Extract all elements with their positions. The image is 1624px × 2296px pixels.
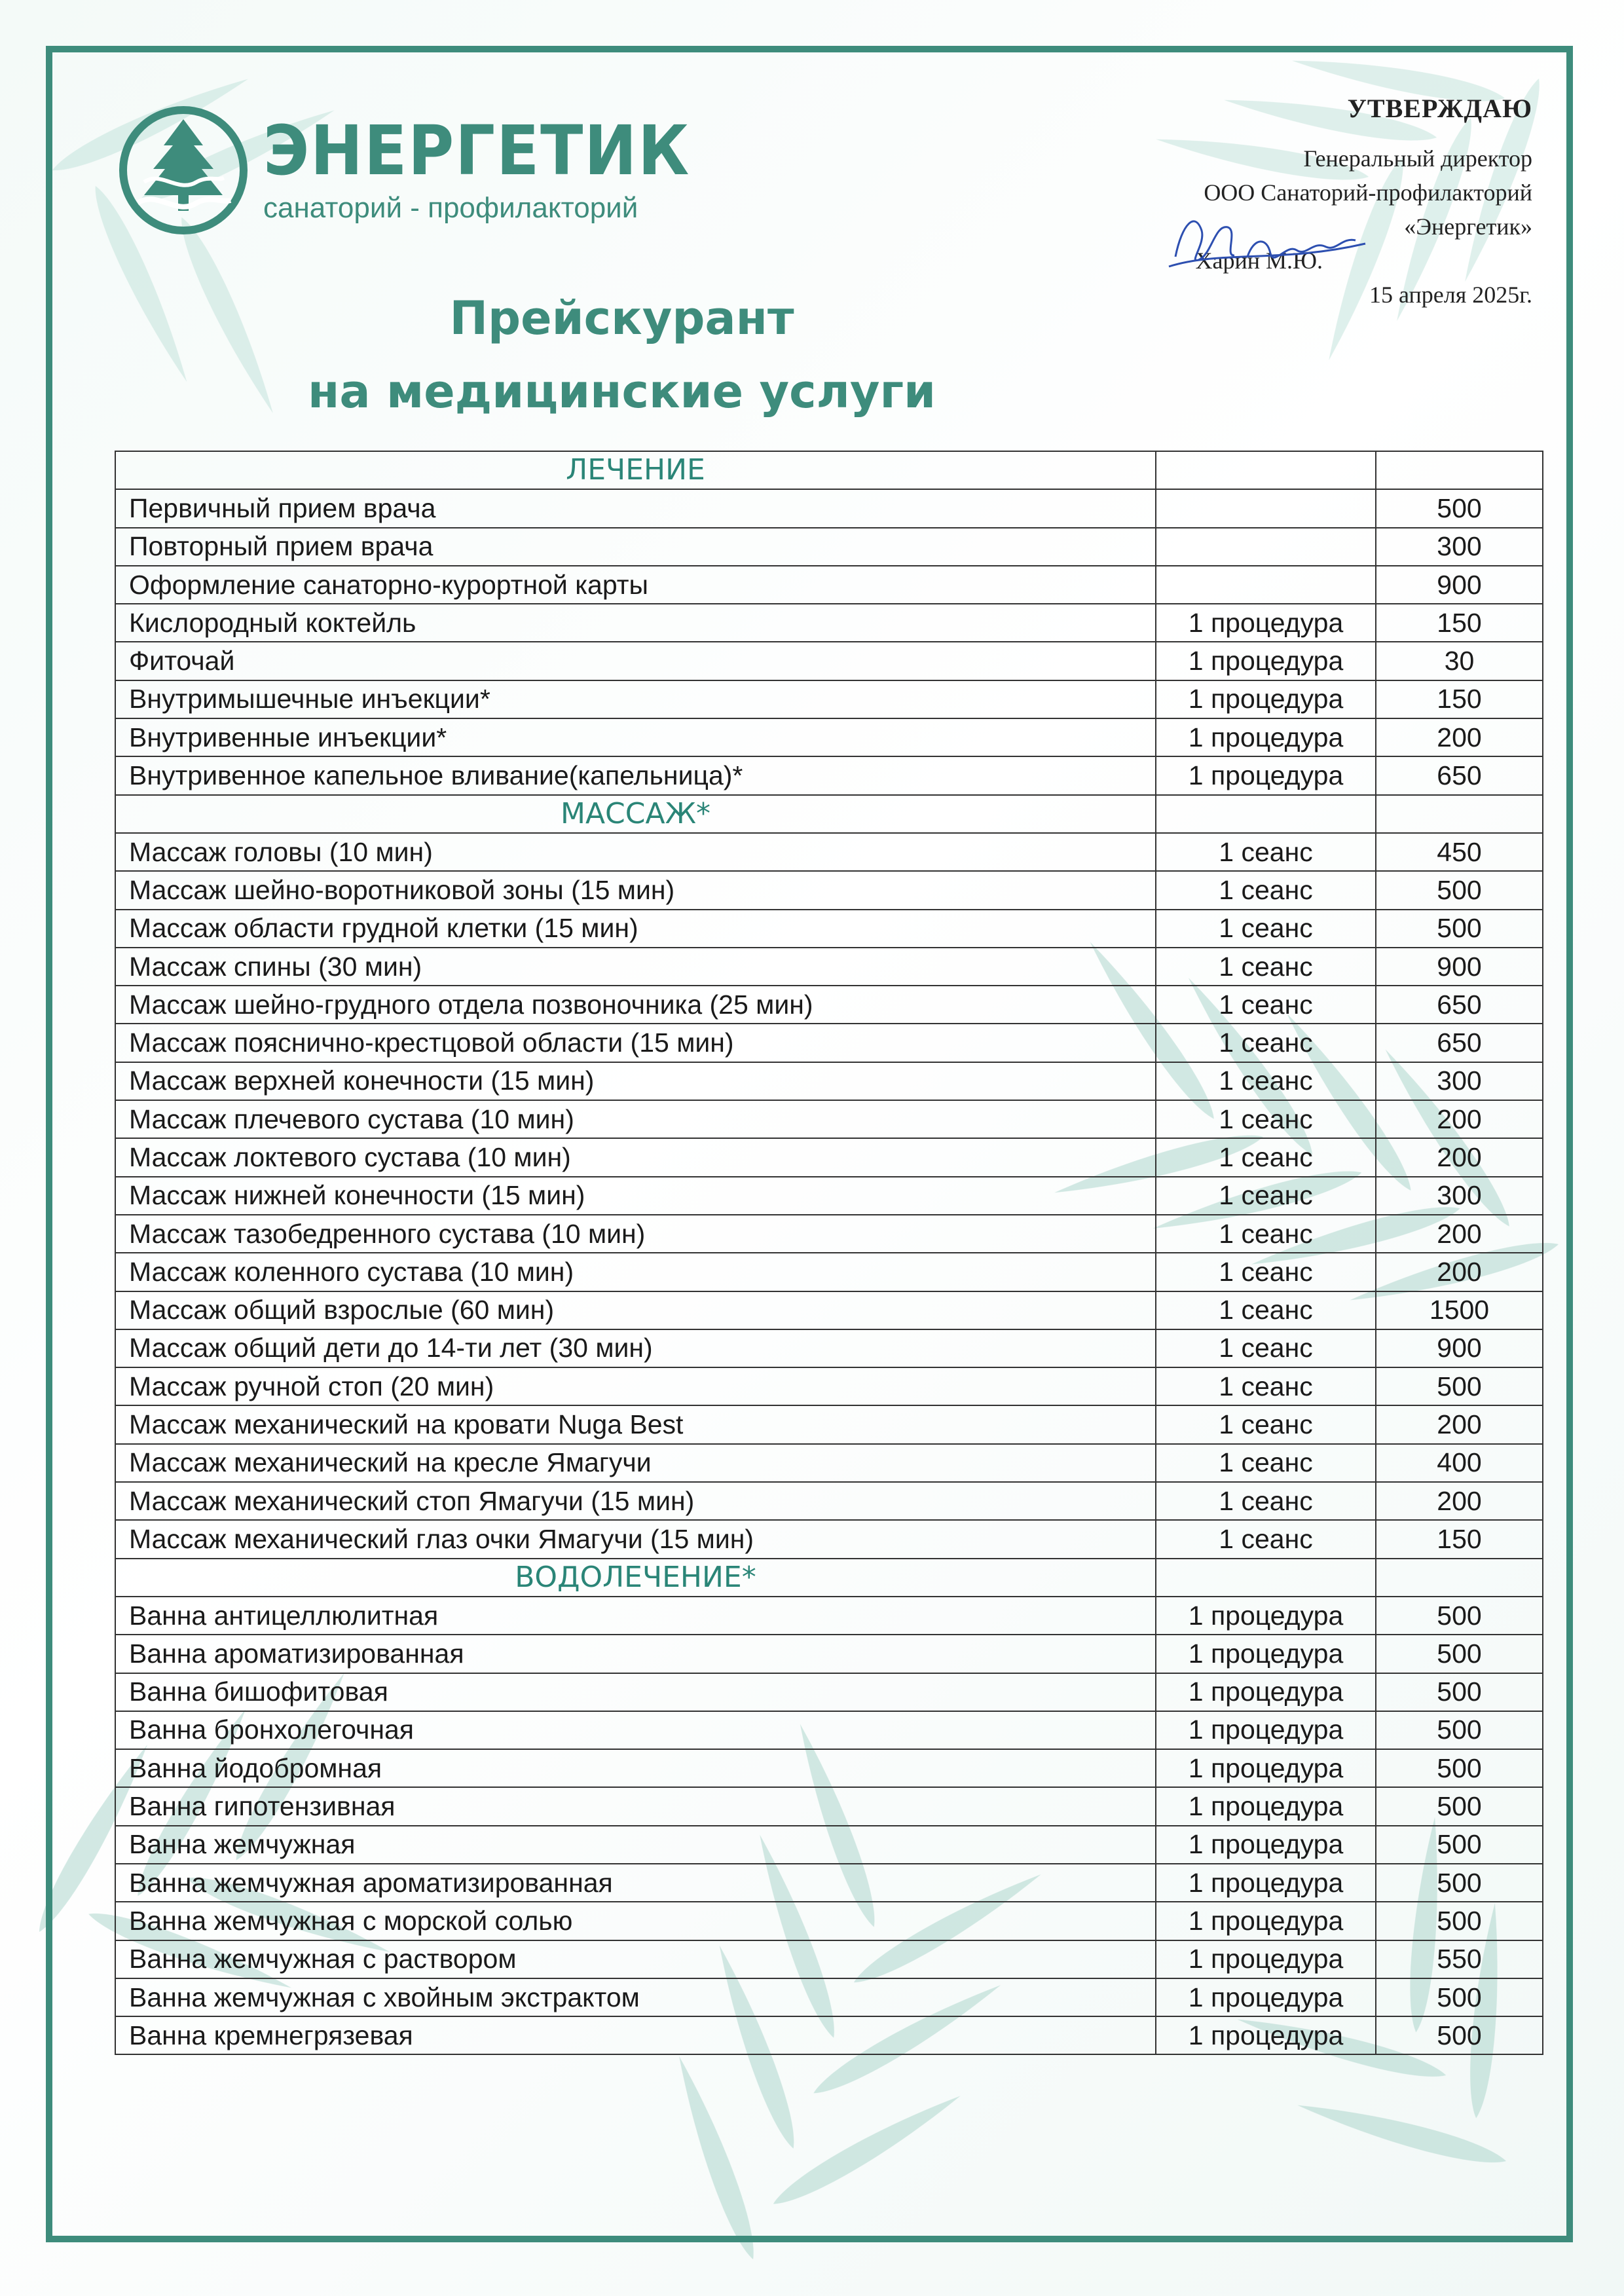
service-name: Массаж области грудной клетки (15 мин) [115,910,1156,948]
signature-line [1074,244,1532,278]
service-unit: 1 процедура [1156,1940,1376,1978]
service-unit: 1 процедура [1156,1597,1376,1635]
service-price: 200 [1376,718,1543,756]
service-price: 500 [1376,1749,1543,1787]
table-row [115,1520,1543,1558]
service-price: 200 [1376,1138,1543,1176]
service-price: 500 [1376,1367,1543,1405]
section-title: ВОДОЛЕЧЕНИЕ* [115,1559,1156,1597]
empty-cell [1376,451,1543,489]
table-row [115,910,1543,948]
table-row [115,680,1543,718]
service-name: Ванна бишофитовая [115,1673,1156,1711]
service-unit: 1 процедура [1156,680,1376,718]
table-row [115,833,1543,871]
service-unit: 1 процедура [1156,1978,1376,2016]
service-name: Ванна жемчужная с раствором [115,1940,1156,1978]
section-title: МАССАЖ* [115,795,1156,833]
service-unit: 1 сеанс [1156,1405,1376,1443]
table-row [115,1215,1543,1253]
section-header-row [115,795,1543,833]
service-name: Внутривенное капельное вливание(капельница)* [115,756,1156,794]
service-name: Массаж ручной стоп (20 мин) [115,1367,1156,1405]
service-unit: 1 сеанс [1156,1329,1376,1367]
service-unit: 1 сеанс [1156,1024,1376,1062]
table-row [115,1940,1543,1978]
service-unit: 1 сеанс [1156,986,1376,1024]
service-name: Массаж верхней конечности (15 мин) [115,1062,1156,1100]
service-name: Массаж общий дети до 14-ти лет (30 мин) [115,1329,1156,1367]
table-row [115,871,1543,909]
service-unit: 1 сеанс [1156,948,1376,986]
service-name: Ванна гипотензивная [115,1787,1156,1825]
service-price: 300 [1376,1177,1543,1215]
service-name: Ванна жемчужная с хвойным экстрактом [115,1978,1156,2016]
service-unit: 1 процедура [1156,1749,1376,1787]
service-price: 500 [1376,871,1543,909]
service-unit: 1 процедура [1156,2016,1376,2054]
table-row [115,986,1543,1024]
table-row [115,1177,1543,1215]
service-price: 200 [1376,1215,1543,1253]
table-row [115,489,1543,527]
service-name: Ванна йодобромная [115,1749,1156,1787]
service-unit [1156,528,1376,566]
service-unit: 1 сеанс [1156,1444,1376,1482]
title-line-1: Прейскурант [449,291,794,345]
service-unit: 1 процедура [1156,1864,1376,1902]
price-table-body [115,451,1543,2054]
table-row [115,1902,1543,1940]
service-name: Повторный прием врача [115,528,1156,566]
service-price: 300 [1376,528,1543,566]
service-name: Массаж головы (10 мин) [115,833,1156,871]
service-name: Ванна антицеллюлитная [115,1597,1156,1635]
service-unit: 1 сеанс [1156,910,1376,948]
logo [118,105,691,236]
approval-position: Генеральный директор [1303,145,1532,172]
tree-emblem-icon [118,105,249,236]
service-name: Оформление санаторно-курортной карты [115,566,1156,604]
service-name: Ванна жемчужная ароматизированная [115,1864,1156,1902]
table-row [115,1100,1543,1138]
table-row [115,1253,1543,1291]
service-unit: 1 процедура [1156,642,1376,680]
table-row [115,1635,1543,1673]
service-price: 150 [1376,680,1543,718]
service-price: 500 [1376,1635,1543,1673]
service-unit: 1 сеанс [1156,1253,1376,1291]
title-line-2: на медицинские услуги [308,365,936,418]
service-name: Массаж шейно-воротниковой зоны (15 мин) [115,871,1156,909]
table-row [115,1978,1543,2016]
service-name: Ванна ароматизированная [115,1635,1156,1673]
table-row [115,566,1543,604]
service-price: 1500 [1376,1291,1543,1329]
service-price: 500 [1376,2016,1543,2054]
service-unit [1156,566,1376,604]
approval-block [1074,92,1532,312]
table-row [115,1711,1543,1749]
service-unit: 1 сеанс [1156,1062,1376,1100]
service-unit: 1 сеанс [1156,1215,1376,1253]
service-unit: 1 сеанс [1156,1177,1376,1215]
service-name: Массаж нижней конечности (15 мин) [115,1177,1156,1215]
section-title: ЛЕЧЕНИЕ [115,451,1156,489]
service-unit: 1 процедура [1156,718,1376,756]
logo-name: ЭНЕРГЕТИК [263,111,691,191]
approval-title: УТВЕРЖДАЮ [1347,94,1532,123]
logo-subtitle: санаторий - профилакторий [263,192,638,224]
service-name: Первичный прием врача [115,489,1156,527]
service-price: 200 [1376,1100,1543,1138]
table-row [115,1787,1543,1825]
service-name: Внутримышечные инъекции* [115,680,1156,718]
service-unit: 1 процедура [1156,1711,1376,1749]
service-price: 500 [1376,1787,1543,1825]
service-price: 500 [1376,489,1543,527]
table-row [115,948,1543,986]
service-price: 150 [1376,604,1543,642]
service-price: 650 [1376,756,1543,794]
service-price: 200 [1376,1253,1543,1291]
service-name: Массаж механический глаз очки Ямагучи (15 мин) [115,1520,1156,1558]
service-price: 500 [1376,1978,1543,2016]
service-unit: 1 процедура [1156,1902,1376,1940]
service-name: Массаж пояснично-крестцовой области (15 мин) [115,1024,1156,1062]
service-name: Фиточай [115,642,1156,680]
table-row [115,1062,1543,1100]
table-row [115,604,1543,642]
service-price: 400 [1376,1444,1543,1482]
table-row [115,1405,1543,1443]
service-unit: 1 процедура [1156,1673,1376,1711]
service-price: 500 [1376,1597,1543,1635]
approval-org-name: «Энергетик» [1404,213,1532,240]
section-header-row [115,451,1543,489]
service-unit: 1 процедура [1156,1635,1376,1673]
service-price: 900 [1376,566,1543,604]
table-row [115,1444,1543,1482]
service-unit: 1 процедура [1156,1826,1376,1864]
service-unit: 1 процедура [1156,604,1376,642]
service-price: 200 [1376,1405,1543,1443]
service-name: Массаж механический стоп Ямагучи (15 мин) [115,1482,1156,1520]
section-header-row [115,1559,1543,1597]
signature-icon [1162,204,1372,276]
empty-cell [1156,451,1376,489]
approval-signatory: Харин М.Ю. [1195,248,1323,274]
table-row [115,1749,1543,1787]
table-row [115,1864,1543,1902]
service-unit: 1 сеанс [1156,833,1376,871]
service-name: Массаж спины (30 мин) [115,948,1156,986]
service-name: Массаж локтевого сустава (10 мин) [115,1138,1156,1176]
service-price: 500 [1376,1673,1543,1711]
table-row [115,1597,1543,1635]
service-price: 650 [1376,986,1543,1024]
service-unit: 1 сеанс [1156,1520,1376,1558]
service-unit: 1 процедура [1156,756,1376,794]
service-name: Массаж тазобедренного сустава (10 мин) [115,1215,1156,1253]
service-name: Ванна жемчужная с морской солью [115,1902,1156,1940]
service-name: Массаж механический на кресле Ямагучи [115,1444,1156,1482]
table-row [115,1329,1543,1367]
table-row [115,718,1543,756]
service-name: Массаж шейно-грудного отдела позвоночника (25 мин) [115,986,1156,1024]
service-name: Ванна жемчужная [115,1826,1156,1864]
table-row [115,642,1543,680]
service-price: 550 [1376,1940,1543,1978]
approval-organization: ООО Санаторий-профилакторий [1204,179,1532,206]
service-price: 500 [1376,1826,1543,1864]
empty-cell [1376,1559,1543,1597]
price-table [115,451,1543,2055]
service-name: Массаж общий взрослые (60 мин) [115,1291,1156,1329]
service-unit: 1 сеанс [1156,1367,1376,1405]
service-unit: 1 сеанс [1156,871,1376,909]
approval-date: 15 апреля 2025г. [1369,282,1532,308]
service-name: Массаж механический на кровати Nuga Best [115,1405,1156,1443]
empty-cell [1376,795,1543,833]
service-price: 200 [1376,1482,1543,1520]
service-unit: 1 сеанс [1156,1291,1376,1329]
service-name: Массаж плечевого сустава (10 мин) [115,1100,1156,1138]
service-price: 300 [1376,1062,1543,1100]
service-price: 650 [1376,1024,1543,1062]
service-unit: 1 процедура [1156,1787,1376,1825]
service-price: 450 [1376,833,1543,871]
table-row [115,1367,1543,1405]
empty-cell [1156,795,1376,833]
service-price: 500 [1376,910,1543,948]
service-name: Ванна кремнегрязевая [115,2016,1156,2054]
table-row [115,1826,1543,1864]
table-row [115,2016,1543,2054]
service-price: 900 [1376,948,1543,986]
service-unit: 1 сеанс [1156,1100,1376,1138]
service-unit [1156,489,1376,527]
empty-cell [1156,1559,1376,1597]
table-row [115,1291,1543,1329]
service-price: 500 [1376,1902,1543,1940]
service-price: 500 [1376,1864,1543,1902]
table-row [115,1024,1543,1062]
page-title [308,282,936,428]
table-row [115,528,1543,566]
service-unit: 1 сеанс [1156,1138,1376,1176]
table-row [115,1138,1543,1176]
table-row [115,756,1543,794]
service-name: Массаж коленного сустава (10 мин) [115,1253,1156,1291]
service-price: 900 [1376,1329,1543,1367]
service-name: Ванна бронхолегочная [115,1711,1156,1749]
service-price: 500 [1376,1711,1543,1749]
service-name: Внутривенные инъекции* [115,718,1156,756]
service-price: 150 [1376,1520,1543,1558]
service-name: Кислородный коктейль [115,604,1156,642]
service-price: 30 [1376,642,1543,680]
table-row [115,1673,1543,1711]
table-row [115,1482,1543,1520]
service-unit: 1 сеанс [1156,1482,1376,1520]
